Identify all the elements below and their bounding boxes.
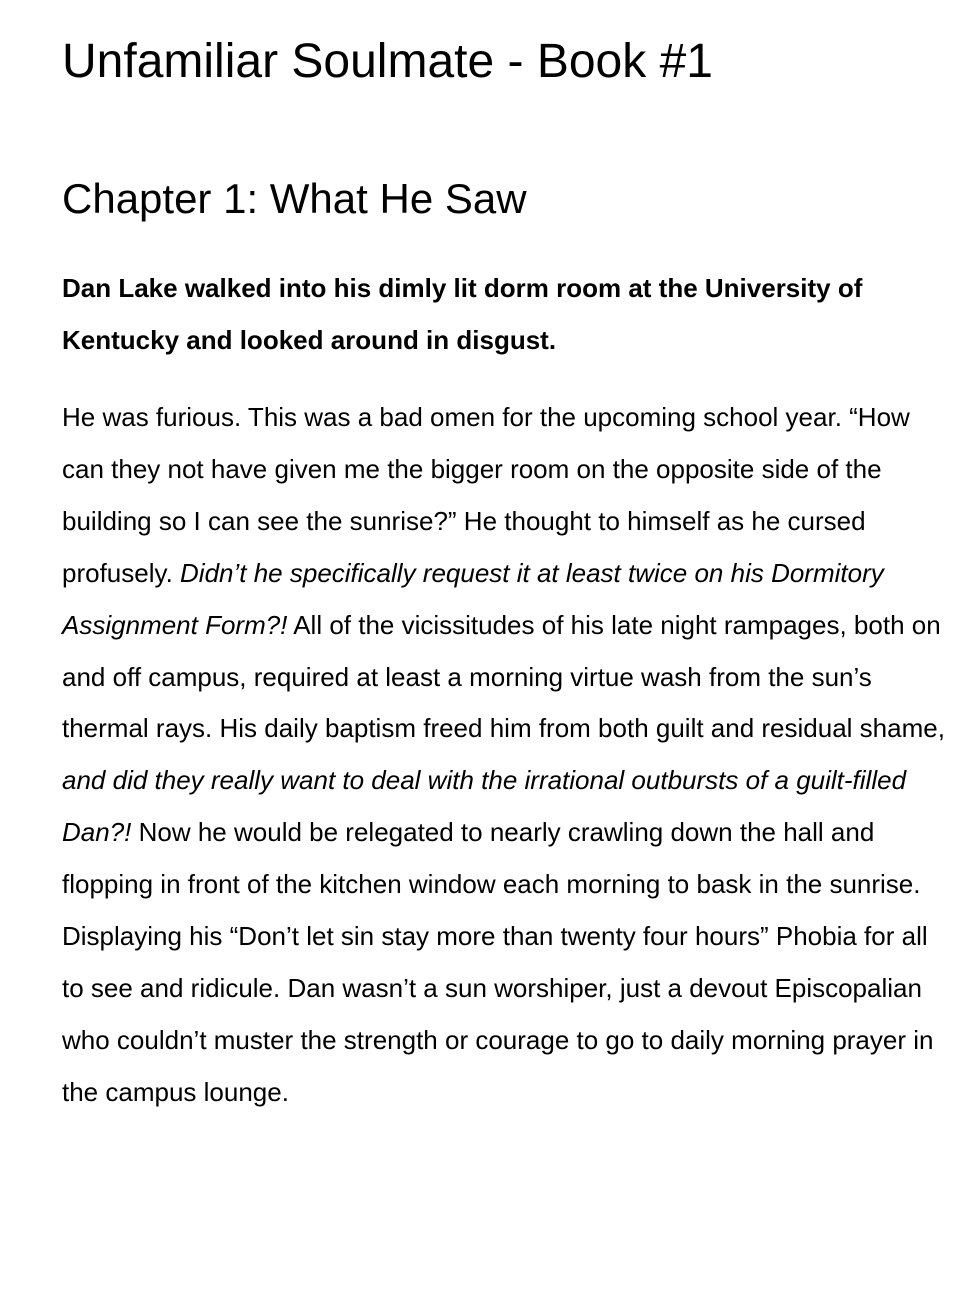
book-title: Unfamiliar Soulmate - Book #1 [62,35,713,88]
body-italic-segment: Didn’t he specifically request it at least twice on his Dormitory Assignment Form?! [62,557,884,640]
body-text-segment: All of the vicissitudes of his late night rampages, both on and off campus, required at least a morning virtue wash from the sun’s thermal rays. His daily baptism freed him from both guilt and residual shame, [62,609,945,744]
body-italic-segment: and did they really want to deal with the irrational outbursts of a guilt-filled Dan?! [62,765,907,848]
lead-paragraph: Dan Lake walked into his dimly lit dorm room at the University of Kentucky and looked around in disgust. [62,273,863,355]
body-paragraph [62,392,947,1119]
body-text-segment: He was furious. This was a bad omen for the upcoming school year. “How can they not have given me the bigger room on the opposite side of the building so I can see the sunrise?” He thought to himself as he cursed profusely. [62,402,910,588]
body-text-segment: Now he would be relegated to nearly crawling down the hall and flopping in front of the kitchen window each morning to bask in the sunrise. Displaying his “Don’t let sin stay more than twenty four hours” Phobia for all to see and ridicule. Dan wasn’t a sun worshiper, just a devout Episcopalian who couldn’t muster the strength or courage to go to daily morning prayer in the campus lounge. [62,817,934,1107]
chapter-title: Chapter 1: What He Saw [62,175,527,222]
